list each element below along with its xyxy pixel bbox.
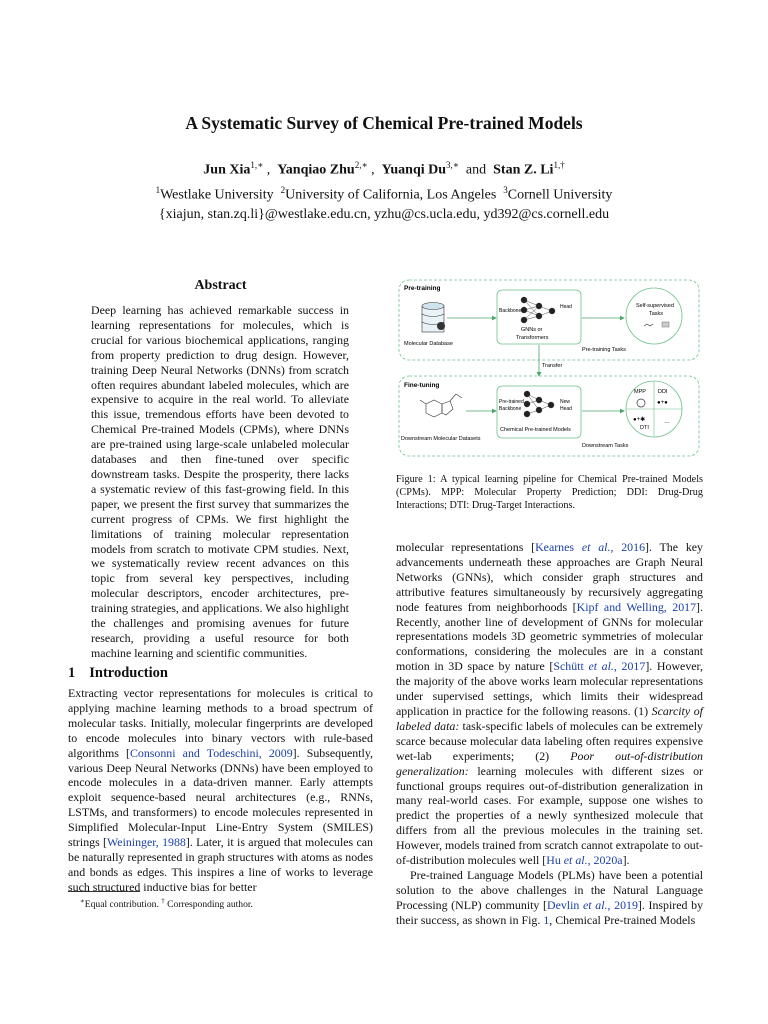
affil-sup: 2 [280, 185, 286, 195]
finetuning-label: Fine-tuning [404, 382, 440, 389]
affiliation: Westlake University [160, 187, 274, 203]
pretraining-tasks-label: Pre-training Tasks [582, 347, 626, 353]
molecule-structure-icon [420, 394, 462, 417]
text-run: ]. Later, it is argued that molecules can be naturally represented in graph structures with atoms as nodes and bonds as edges. This inspires a line of works to leverage such structured inductive bias for better [68, 835, 373, 894]
cite-text: Devlin [547, 897, 584, 912]
figure-ref-link[interactable]: 1 [543, 912, 550, 927]
ellipsis-label: … [664, 419, 670, 425]
downstream-datasets-label: Downstream Molecular Datasets [401, 436, 481, 442]
molecular-database-label: Molecular Database [404, 341, 453, 347]
cite-text: Schütt [553, 659, 589, 674]
affiliations [0, 185, 768, 204]
transfer-label: Transfer [542, 363, 563, 369]
paper-title: A Systematic Survey of Chemical Pre-trained Models [185, 113, 583, 133]
text-run: task-specific labels of molecules can be extremely scarce because molecular data labeling often requires expensive wet-lab experiments; (2) [396, 718, 703, 763]
author-name: Stan Z. Li [493, 162, 554, 178]
cite-etal: et al. [583, 897, 608, 912]
italic-run: Poor out-of-distribution generalization: [396, 748, 703, 778]
figure-caption: Figure 1: A typical learning pipeline for Chemical Pre-trained Models (CPMs). MPP: Molecular Property Prediction; DDI: Drug-Drug Interactions; DTI: Drug-Target Interactions. [396, 474, 703, 512]
author-name: Yanqiao Zhu [277, 162, 355, 178]
citation-link[interactable]: Weininger, 1988 [107, 835, 186, 850]
affiliation: University of California, Los Angeles [285, 187, 497, 203]
text-run: Extracting vector representations for molecules is critical to applying machine learning methods to a broad spectrum of molecular tasks. Initially, molecular fingerprints are developed to encode molecules into binary vectors with rule-based algorithms [ [68, 686, 373, 760]
cite-year: , 2017 [613, 659, 646, 674]
dti-label: DTI [640, 425, 649, 431]
footnote-rule [68, 891, 140, 892]
author-sup: 2,∗ [354, 160, 368, 170]
body-paragraph [396, 868, 703, 928]
transformers-label: Transformers [516, 335, 549, 341]
citation-link[interactable] [547, 898, 638, 912]
footnote-text: Equal contribution. [84, 899, 162, 911]
tasks-label: Tasks [649, 311, 664, 317]
cite-year: , 2020a [587, 853, 623, 868]
cite-etal: et al. [588, 659, 614, 674]
affil-sup: 3 [503, 185, 508, 195]
gnns-or-label: GNNs or [521, 327, 543, 333]
author-sup: 1,∗ [250, 160, 264, 170]
cite-etal: et al. [563, 853, 588, 868]
cite-year: , 2016 [610, 540, 646, 554]
citation-link[interactable]: Kipf and Welling, 2017 [576, 599, 697, 614]
footnote-text: Corresponding author. [164, 899, 253, 911]
pretrained-label: Pre-trained [499, 399, 524, 405]
section-title: Introduction [89, 665, 168, 681]
text-run: ]. [622, 853, 630, 868]
backbone-label: Backbone [499, 308, 522, 314]
citation-link[interactable]: Consonni and Todeschini, 2009 [129, 745, 293, 760]
mpp-label: MPP [634, 389, 646, 395]
text-run: ]. Inspired by their success, as shown in Fig. [396, 897, 704, 927]
citation-link[interactable] [546, 853, 622, 867]
text-run: ]. Recently, another line of development of GNNs for molecular representations models 3D geometric symmetries of molecular conformations, considering the molecules are in a constant motion in 3D space by nature [ [396, 599, 703, 674]
body-paragraph [396, 540, 703, 868]
cpm-label: Chemical Pre-trained Models [500, 427, 571, 433]
head2-label: Head [560, 406, 572, 412]
text-run: molecular representations [ [396, 540, 536, 554]
author-sup: 1,† [553, 160, 565, 170]
citation-link[interactable] [535, 540, 645, 554]
self-supervised-label: Self-supervised [636, 303, 674, 309]
author-sup: 3,∗ [446, 160, 459, 170]
dti-icon: ●+✱ [633, 417, 646, 423]
neural-net-icon [524, 391, 554, 417]
magnifier-icon [637, 399, 645, 407]
affil-sup: 1 [155, 185, 161, 195]
citation-link[interactable] [553, 659, 645, 673]
ddi-pills-icon: ●+● [657, 400, 668, 406]
right-column-body [396, 540, 703, 928]
author-and: and [465, 162, 487, 178]
section-heading [68, 665, 182, 682]
text-run: Pre-trained Language Models (PLMs) have been a potential solution to the above challenges in the Natural Language Processing (NLP) community [ [396, 867, 703, 912]
text-run: , Chemical Pre-trained Models [549, 912, 696, 927]
author-list: Jun Xia$^{1,∗}$ , Yanqiao Zhu$^{2,∗}$ , Yuanqi $Du^{3,∗}$ and Stan Z. $Li^{1,\dagger}$ [203, 160, 565, 178]
abstract-text: Deep learning has achieved remarkable success in learning representations for molecules, which is crucial for various biochemical applications, ranging from property prediction to drug design. However, training Deep Neural Networks (DNNs) from scratch often requires abundant labeled molecules, which are expensive to acquire in the real world. To alleviate this issue, tremendous efforts have been devoted to Chemical Pre-trained Models (CPMs), where DNNs are pre-trained using large-scale unlabeled molecular databases and then fine-tuned over specific downstream tasks. Despite the prosperity, there lacks a systematic review of this fast-growing field. In this paper, we present the first survey that summarizes the current progress of CPMs. We first highlight the limitations of training molecular representation models from scratch to motivate CPM studies. Next, we systematically review recent advances on this topic from several key perspectives, including molecular descriptors, encoder architectures, pre-training strategies, and applications. We also highlight the challenges and promising avenues for future research, providing a useful resource for both machine learning and scientific communities. [91, 303, 349, 660]
text-run: ]. The key advancements underneath these approaches are Graph Neural Networks (GNNs), which consider graph structures and attributive features simultaneously by recursively aggregating node features from neighborhoods [ [396, 540, 703, 614]
database-icon [422, 303, 445, 333]
head-label: Head [560, 304, 572, 310]
backbone2-label: Backbone [499, 406, 522, 412]
new-label: New [560, 399, 571, 405]
cite-text: Kearnes [535, 540, 582, 554]
text-run: ]. Subsequently, various Deep Neural Networks (DNNs) have been employed to encode molecules in a data-driven manner. Early attempts exploit sequence-based neural architectures (e.g., RNNs, LSTMs, and transformers) to encode molecules represented in Simplified Molecular-Input Line-Entry System (SMILES) strings [ [68, 745, 373, 850]
cite-year: , 2019 [607, 897, 638, 912]
section-number: 1 [68, 665, 76, 681]
affiliation: Cornell University [507, 187, 613, 203]
footnote [80, 897, 253, 910]
intro-paragraph [68, 686, 373, 895]
emails: {xiajun, stan.zq.li}@westlake.edu.cn, yzhu@cs.ucla.edu, yd392@cs.cornell.edu [158, 207, 610, 222]
author-name: Jun Xia [203, 162, 251, 178]
cite-text: Hu [546, 853, 564, 868]
italic-run: Scarcity of labeled data: [396, 703, 703, 733]
neural-net-icon [521, 297, 555, 323]
author-name: Yuanqi Du [381, 162, 447, 178]
molecule-squiggle-icon [644, 324, 653, 326]
text-run: ]. However, the majority of the above works learn molecular representations under supervised settings, which limits their widespread application in practice for the following reasons. (1) [396, 659, 703, 718]
abstract-heading: Abstract [194, 278, 247, 293]
footnote-sup: † [161, 897, 165, 905]
text-run: learning molecules with different sizes or functional groups requires out-of-distribution generalization in many real-world cases. For example, suppose one wishes to predict the properties of a newly synthesized molecule that differs from all the previous molecules in the training set. However, models trained from scratch cannot extrapolate to out-of-distribution molecules well [ [396, 763, 703, 868]
figure-pipeline-diagram [396, 276, 703, 460]
downstream-tasks-label: Downstream Tasks [582, 443, 629, 449]
footnote-sup: ∗ [80, 897, 85, 905]
mask-icon [662, 322, 669, 327]
ddi-label: DDI [658, 389, 668, 395]
pretraining-label: Pre-training [404, 285, 441, 292]
cite-etal: et al. [581, 540, 611, 554]
